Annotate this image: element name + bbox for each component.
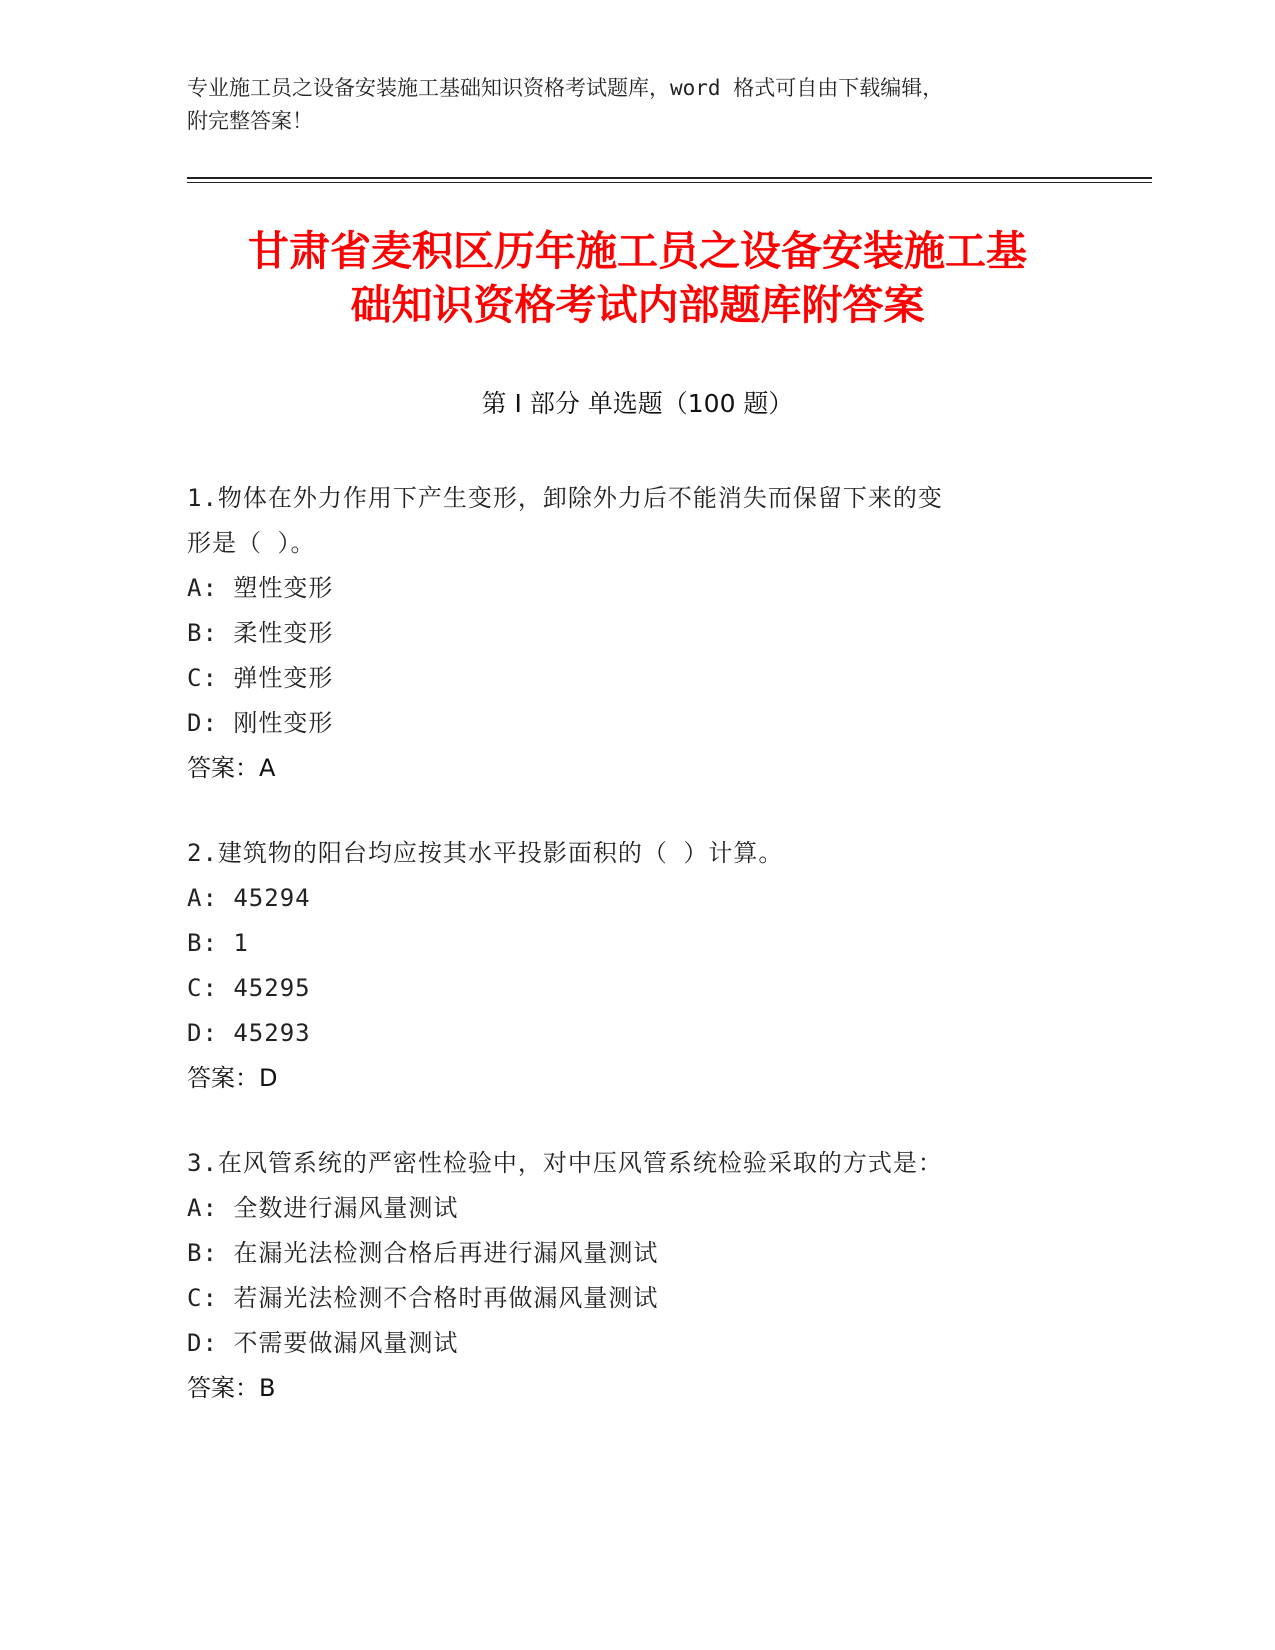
- question-3: [187, 1141, 1087, 1411]
- question-3-answer: 答案：B: [187, 1374, 276, 1402]
- question-2-answer: 答案：D: [187, 1064, 278, 1092]
- question-3-option-b: B: 在漏光法检测合格后再进行漏风量测试: [187, 1239, 659, 1267]
- header-divider-thin: [187, 182, 1152, 183]
- question-2-option-b: B: 1: [187, 929, 249, 957]
- question-3-stem-line-1: 3.在风管系统的严密性检验中，对中压风管系统检验采取的方式是：: [187, 1149, 943, 1177]
- question-2: [187, 831, 1087, 1101]
- header-note: [187, 72, 1087, 138]
- question-2-option-c: C: 45295: [187, 974, 311, 1002]
- question-1-stem-line-1: 1.物体在外力作用下产生变形，卸除外力后不能消失而保留下来的变: [187, 484, 943, 512]
- document-title-line-1: 甘肃省麦积区历年施工员之设备安装施工基: [248, 227, 1027, 275]
- header-note-line-1: 专业施工员之设备安装施工基础知识资格考试题库，word 格式可自由下载编辑，: [187, 76, 944, 100]
- question-2-option-d: D: 45293: [187, 1019, 311, 1047]
- question-2-option-a: A: 45294: [187, 884, 311, 912]
- section-heading: 第 I 部分 单选题（100 题）: [481, 389, 794, 418]
- question-1: [187, 476, 1087, 791]
- question-list: [187, 476, 1087, 1451]
- question-1-option-b: B: 柔性变形: [187, 619, 334, 647]
- header-note-line-2: 附完整答案！: [187, 109, 313, 133]
- question-1-answer: 答案：A: [187, 754, 276, 782]
- question-3-option-c: C: 若漏光法检测不合格时再做漏风量测试: [187, 1284, 659, 1312]
- document-title: [140, 224, 1135, 332]
- question-1-stem-line-2: 形是（ ）。: [187, 529, 316, 557]
- question-1-option-a: A: 塑性变形: [187, 574, 334, 602]
- question-1-option-c: C: 弹性变形: [187, 664, 334, 692]
- question-3-option-a: A: 全数进行漏风量测试: [187, 1194, 459, 1222]
- question-2-stem-line-1: 2.建筑物的阳台均应按其水平投影面积的（ ）计算。: [187, 839, 784, 867]
- question-1-option-d: D: 刚性变形: [187, 709, 334, 737]
- document-title-line-2: 础知识资格考试内部题库附答案: [350, 281, 925, 329]
- question-3-option-d: D: 不需要做漏风量测试: [187, 1329, 459, 1357]
- header-divider-thick: [187, 177, 1152, 179]
